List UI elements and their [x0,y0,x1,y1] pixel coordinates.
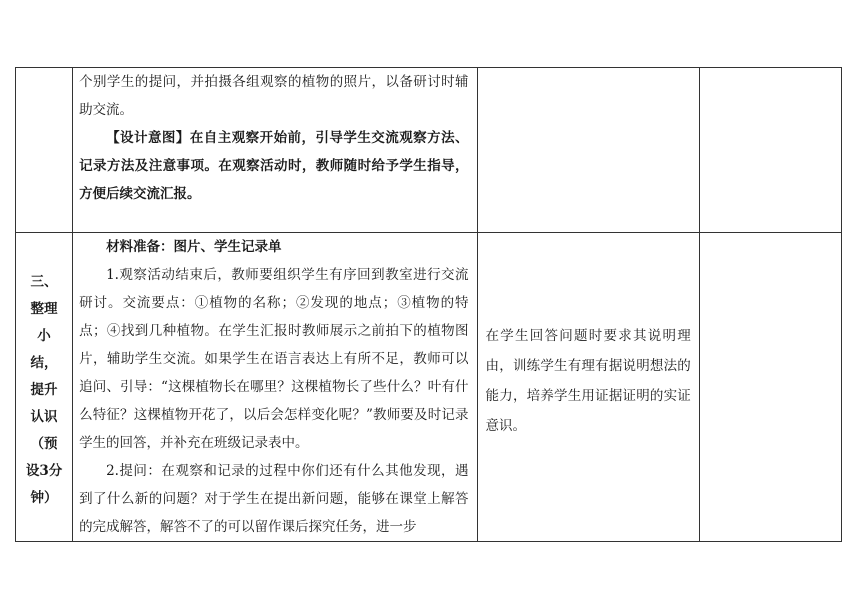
table-row [16,233,842,542]
extra-cell-empty [699,68,841,233]
stage-cell [16,233,73,542]
extra-cell-empty [699,233,841,542]
materials-line: 材料准备：图片、学生记录单 [106,239,282,255]
table-row [16,68,842,233]
step-2-paragraph: 2.提问：在观察和记录的过程中你们还有什么其他发现，遇到了什么新的问题？对于学生在提出新问题，能够在课堂上解答的完成解答，解答不了的可以留作课后探究任务，进一步 [79,463,469,535]
lesson-plan-table [15,67,842,542]
step-1-paragraph: 1.观察活动结束后，教师要组织学生有序回到教室进行交流研讨。交流要点：①植物的名称；②发现的地点；③植物的特点；④找到几种植物。在学生汇报时教师展示之前拍下的植物图片，辅助学生交流。如果学生在语言表达上有所不足，教师可以追问、引导：“这棵植物长在哪里？这棵植物长了些什么？叶有什么特征？这棵植物开花了，以后会怎样变化呢？”教师要及时记录学生的回答，并补充在班级记录表中。 [79,267,469,451]
intent-cell-empty [477,68,699,233]
intent-cell [477,233,699,542]
activity-paragraph: 个别学生的提问，并拍摄各组观察的植物的照片，以备研讨时辅助交流。 [79,74,469,118]
intent-note: 在学生回答问题时要求其说明理由，训练学生有理有据说明想法的能力，培养学生用证据证明的实证意识。 [485,328,691,434]
activity-cell [73,68,477,233]
stage-title: 三、整理小结，提升认识（预设3分钟） [25,274,63,506]
design-intent-paragraph: 【设计意图】在自主观察开始前，引导学生交流观察方法、记录方法及注意事项。在观察活动时，教师随时给予学生指导，方便后续交流汇报。 [79,130,469,202]
activity-cell [73,233,477,542]
stage-cell-empty [16,68,73,233]
